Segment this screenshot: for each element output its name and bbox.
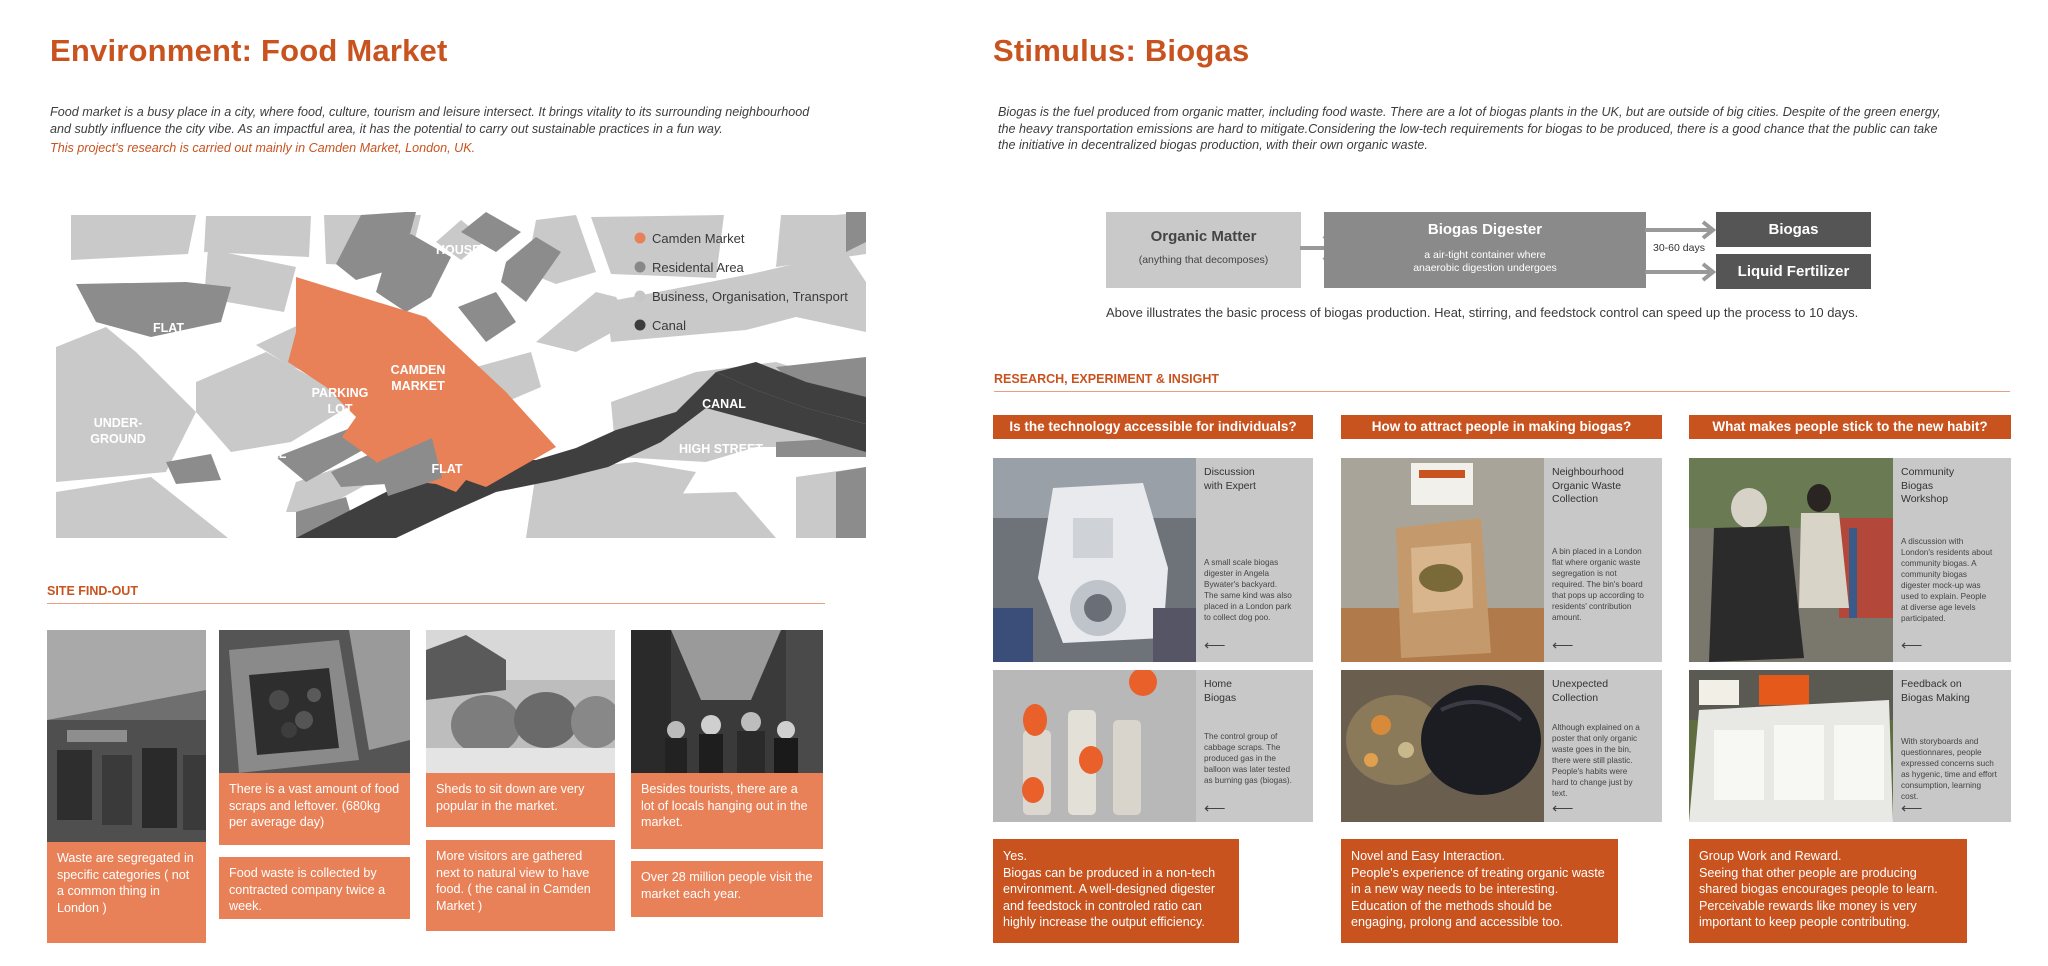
flow-digester-title: Biogas Digester — [1427, 221, 1543, 238]
legend-dot-canal — [635, 320, 646, 331]
map-label-high-street-2: HIGH STREET — [678, 442, 764, 456]
panel-2-2-text: Although explained on a poster that only organic waste goes in the bin, there were still plastic. People's habits were hard to change just by text. — [1552, 723, 1640, 798]
camden-map — [56, 212, 866, 538]
map-label-house: HOUSE — [436, 243, 481, 257]
panel-3-1-title: Community Biogas Workshop — [1901, 466, 1955, 505]
map-label-high-street: HIGH STREET — [615, 357, 701, 371]
panel-1-2-title: Home Biogas — [1204, 678, 1237, 704]
legend-canal: Canal — [652, 318, 686, 333]
panel-3-1 — [1893, 458, 2011, 662]
legend-dot-camden — [635, 233, 646, 244]
map-label-camden: CAMDEN — [390, 363, 446, 377]
panel-2-1 — [1544, 458, 1662, 662]
arrow-left-icon: ⟵ — [1552, 800, 1574, 817]
site-card-1: Waste are segregated in specific categories ( not a common thing in London ) — [47, 842, 206, 943]
site-card-3a: Sheds to sit down are very popular in the market. — [426, 773, 615, 827]
photo-waste-collection-bin — [1341, 458, 1544, 662]
flow-organic-sub: (anything that decomposes) — [1138, 254, 1269, 266]
right-intro — [998, 104, 2018, 154]
flow-days-label: 30-60 days — [1653, 242, 1705, 254]
site-card-3b: More visitors are gathered next to natural view to have food. ( the canal in Camden Market ) — [426, 840, 615, 931]
site-card-2b: Food waste is collected by contracted company twice a week. — [219, 857, 410, 919]
insight-1: Yes. Biogas can be produced in a non-tech environment. A well-designed digester and feedstock in controled ratio can highly increase the output efficiency. — [993, 839, 1239, 943]
insight-2: Novel and Easy Interaction. People's experience of treating organic waste in a new way needs to be interesting. Education of the methods should be engaging, prolong and accessible too. — [1341, 839, 1618, 943]
photo-sheds — [426, 630, 615, 773]
left-page-title: Environment: Food Market — [50, 33, 448, 68]
legend-residential: Residental Area — [652, 260, 744, 275]
panel-1-2-text: The control group of cabbage scraps. The produced gas in the balloon was later tested as burning gas (biogas). — [1204, 732, 1292, 785]
photo-feedback-storyboards — [1689, 670, 1893, 822]
panel-3-1-text: A discussion with London's residents about community biogas. A community biogas digester mock-up was used to explain. People at diverse age levels participated. — [1901, 537, 1993, 623]
left-intro-line-1: Food market is a busy place in a city, where food, culture, tourism and leisure intersect. It brings vitality to its surrounding neighbourhood — [50, 105, 810, 119]
photo-waste-bins — [47, 630, 206, 842]
photo-crowd — [631, 630, 823, 773]
panel-3-2-text: With storyboards and questionnares, people expressed concerns such as hygenic, time and effort consumption, learning cost. — [1901, 737, 1997, 801]
left-intro-accent: This project's research is carried out mainly in Camden Market, London, UK. — [50, 141, 476, 155]
flow-caption: Above illustrates the basic process of biogas production. Heat, stirring, and feedstock control can speed up the process to 10 days. — [1106, 305, 1859, 320]
site-card-4a: Besides tourists, there are a lot of locals hanging out in the market. — [631, 773, 823, 849]
research-divider — [994, 391, 2010, 392]
flow-output-fertilizer: Liquid Fertilizer — [1716, 254, 1871, 289]
flow-digester-sub-1: a air-tight container where — [1424, 249, 1546, 261]
photo-food-scraps — [219, 630, 410, 773]
site-find-out-title: SITE FIND-OUT — [47, 584, 138, 598]
flow-output-biogas: Biogas — [1716, 212, 1871, 247]
right-intro-line-1: Biogas is the fuel produced from organic matter, including food waste. There are a lot of biogas plants in the UK, but are outside of big cities. Despite of the green energy, — [998, 105, 1941, 119]
panel-1-1-title: Discussion with Expert — [1204, 466, 1256, 492]
legend-camden: Camden Market — [652, 231, 745, 246]
panel-1-1 — [1196, 458, 1313, 662]
right-intro-line-2: the heavy transportation emissions are hard to mitigate.Considering the low-tech requirements for biogas to be produced, there is a good chance that the public can take — [998, 121, 1938, 136]
flow-biogas-digester — [1324, 212, 1646, 288]
map-label-mall: MALL — [251, 447, 287, 461]
left-intro — [50, 104, 930, 137]
research-title: RESEARCH, EXPERIMENT & INSIGHT — [994, 372, 1220, 386]
panel-3-2-title: Feedback on Biogas Making — [1901, 678, 1970, 704]
map-label-ground: GROUND — [90, 432, 146, 446]
map-label-flat: FLAT — [153, 321, 185, 335]
left-intro-line-2: and subtly influence the city vibe. As an impactful area, it has the potential to carry out sustainable practices in a fun way. — [50, 121, 723, 136]
map-label-flat-2: FLAT — [431, 462, 463, 476]
panel-2-1-text: A bin placed in a London flat where organic waste segregation is not required. The bin's board that pops up according to residents' contribution amount. — [1552, 547, 1644, 622]
arrow-left-icon: ⟵ — [1901, 800, 1923, 817]
map-label-parking: PARKING — [311, 386, 369, 400]
panel-2-2 — [1544, 670, 1662, 822]
photo-home-biogas — [993, 670, 1196, 822]
legend-dot-business — [635, 291, 646, 302]
arrow-left-icon: ⟵ — [1204, 637, 1226, 654]
panel-2-1-title: Neighbourhood Organic Waste Collection — [1552, 466, 1624, 505]
map-label-under: UNDER- — [93, 416, 143, 430]
question-3: What makes people stick to the new habit? — [1689, 415, 2011, 439]
photo-expert-digester — [993, 458, 1196, 662]
question-1: Is the technology accessible for individuals? — [993, 415, 1313, 439]
panel-2-2-title: Unexpected Collection — [1552, 678, 1609, 704]
arrow-left-icon: ⟵ — [1901, 637, 1923, 654]
flow-digester-sub-2: anaerobic digestion undergoes — [1413, 262, 1557, 274]
site-card-2a: There is a vast amount of food scraps and leftover. (680kg per average day) — [219, 773, 410, 845]
map-label-canal: CANAL — [702, 397, 746, 411]
site-card-4b: Over 28 million people visit the market each year. — [631, 861, 823, 917]
panel-1-1-text: A small scale biogas digester in Angela Bywater's backyard. The same kind was also placed in a London park to collect dog poo. — [1204, 558, 1292, 622]
question-2: How to attract people in making biogas? — [1341, 415, 1662, 439]
arrow-left-icon: ⟵ — [1552, 637, 1574, 654]
panel-3-2 — [1893, 670, 2011, 822]
legend-dot-residential — [635, 262, 646, 273]
right-page-title: Stimulus: Biogas — [993, 33, 1250, 68]
site-divider — [47, 603, 825, 604]
map-label-market: MARKET — [391, 379, 445, 393]
flow-organic-matter — [1106, 212, 1301, 288]
map-label-lot: LOT — [327, 402, 353, 416]
flow-organic-title: Organic Matter — [1150, 228, 1257, 245]
panel-1-2 — [1196, 670, 1313, 822]
right-intro-line-3: the initiative in decentralized biogas production, with their own organic waste. — [998, 138, 1428, 152]
arrow-left-icon: ⟵ — [1204, 800, 1226, 817]
legend-business: Business, Organisation, Transport — [652, 289, 848, 304]
photo-community-workshop — [1689, 458, 1893, 662]
map-graphic — [56, 212, 866, 538]
insight-3: Group Work and Reward. Seeing that other people are producing shared biogas encourages people to learn. Perceivable rewards like money is very important to keep people contributing. — [1689, 839, 1967, 943]
photo-unexpected-collection — [1341, 670, 1544, 822]
